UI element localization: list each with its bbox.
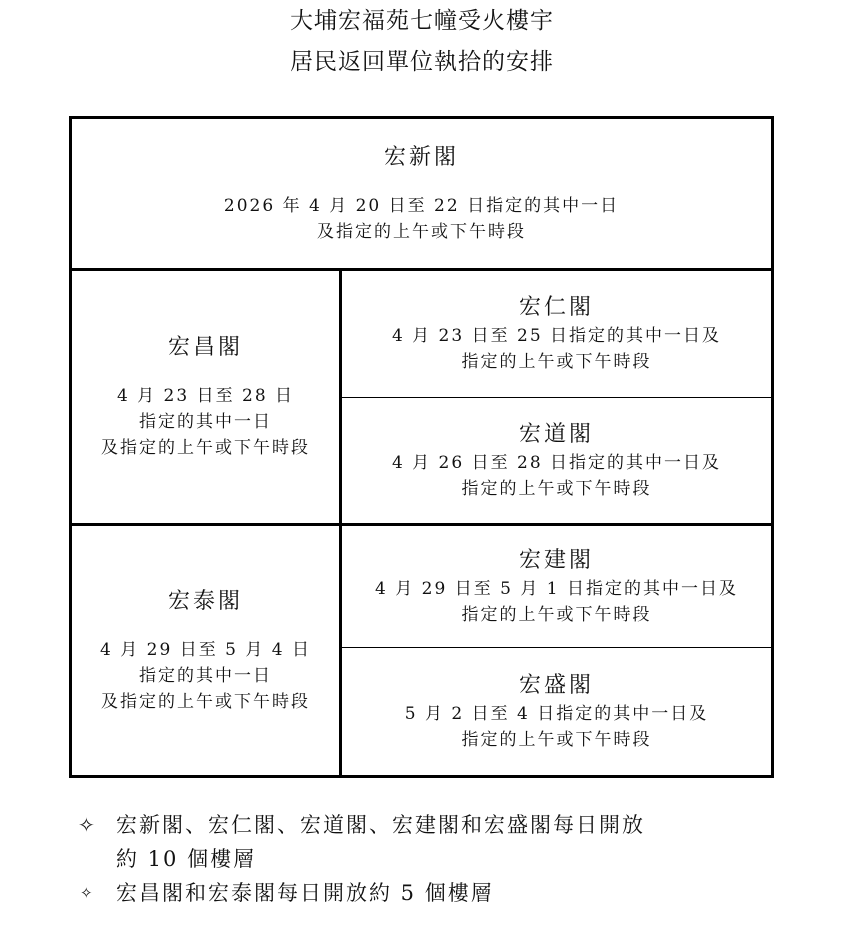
block-hung-to-cell <box>342 398 771 526</box>
schedule-text: 及指定的上午或下午時段 <box>101 438 310 458</box>
note-text: 宏新閣、宏仁閣、宏道閣、宏建閣和宏盛閣每日開放 <box>116 813 645 837</box>
block-name: 宏泰閣 <box>167 588 243 614</box>
schedule-text: 指定的其中一日 <box>139 665 272 686</box>
schedule-text: 4 月 29 日至 5 月 4 日 <box>100 639 311 660</box>
schedule-text: 指定的上午或下午時段 <box>461 729 652 750</box>
block-hung-shing-cell <box>342 648 771 775</box>
note-text: 宏昌閣和宏泰閣每日開放約 5 個樓層 <box>116 881 494 905</box>
block-hung-yan-cell <box>342 271 771 398</box>
schedule-text: 2026 年 4 月 20 日至 22 日指定的其中一日 <box>223 195 620 216</box>
sparkle-bullet-icon: ✧ <box>80 884 95 902</box>
block-hung-tai-cell <box>72 526 342 775</box>
block-name: 宏道閣 <box>518 421 594 447</box>
note-text: 約 10 個樓層 <box>116 847 257 871</box>
note-item <box>78 808 778 876</box>
schedule-text: 4 月 26 日至 28 日指定的其中一日及 <box>391 452 722 473</box>
document-title-line-1: 大埔宏福苑七幢受火樓宇 <box>290 8 554 34</box>
schedule-text: 及指定的上午或下午時段 <box>317 221 526 242</box>
block-name: 宏建閣 <box>518 547 594 573</box>
schedule-text: 指定的上午或下午時段 <box>461 604 652 625</box>
sparkle-bullet-icon: ✧ <box>78 813 97 837</box>
block-name: 宏仁閣 <box>518 295 594 320</box>
schedule-text: 及指定的上午或下午時段 <box>101 691 310 712</box>
document-title-line-2: 居民返回單位執拾的安排 <box>290 49 554 75</box>
notes-list <box>78 808 778 910</box>
block-hung-cheong-cell <box>72 271 342 526</box>
block-name: 宏盛閣 <box>518 672 594 698</box>
block-hung-sun-cell <box>72 119 771 271</box>
schedule-text: 4 月 23 日至 28 日 <box>116 386 295 406</box>
schedule-text: 5 月 2 日至 4 日指定的其中一日及 <box>404 703 709 724</box>
schedule-text: 指定的上午或下午時段 <box>461 352 652 372</box>
schedule-text: 4 月 23 日至 25 日指定的其中一日及 <box>391 326 722 346</box>
schedule-table <box>69 116 774 778</box>
block-name: 宏新閣 <box>383 144 459 170</box>
note-item <box>78 876 778 910</box>
schedule-text: 指定的上午或下午時段 <box>461 478 652 499</box>
schedule-text: 4 月 29 日至 5 月 1 日指定的其中一日及 <box>375 578 738 599</box>
schedule-text: 指定的其中一日 <box>139 412 272 432</box>
block-hung-kin-cell <box>342 526 771 648</box>
block-name: 宏昌閣 <box>167 335 243 360</box>
